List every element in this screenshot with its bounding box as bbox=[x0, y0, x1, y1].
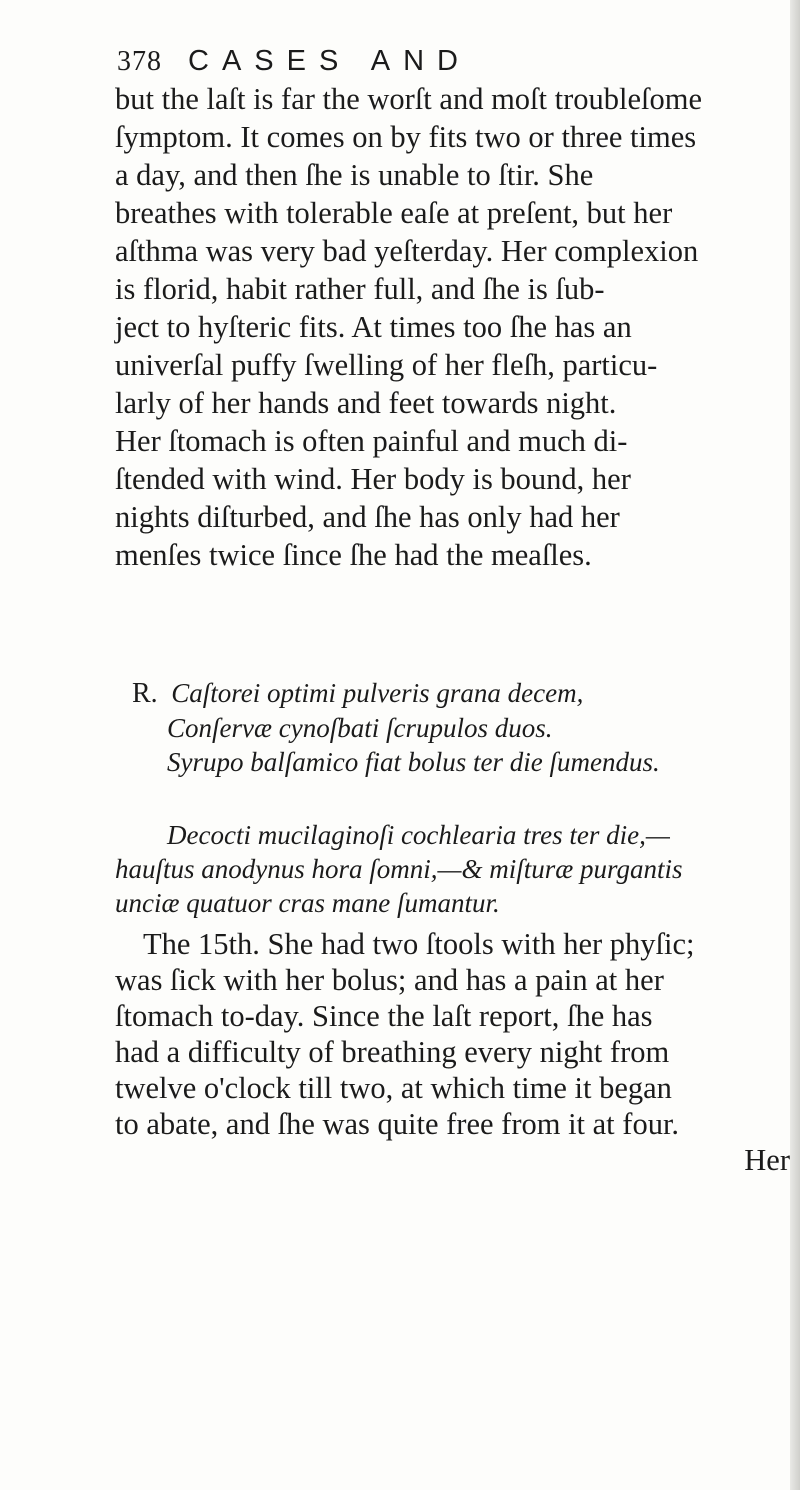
text-line: breathes with tolerable eaſe at preſent, but her bbox=[115, 196, 673, 230]
prescription-line: Decocti mucilaginoſi cochlearia tres ter die,— bbox=[167, 820, 670, 850]
catchword: Her bbox=[744, 1143, 790, 1177]
text-line: The 15th. She had two ſtools with her phyſic; bbox=[143, 927, 695, 961]
text-line: to abate, and ſhe was quite free from it at four. bbox=[115, 1107, 680, 1141]
text-line: aſthma was very bad yeſterday. Her complexion bbox=[115, 234, 699, 268]
prescription-line: Syrupo balſamico fiat bolus ter die ſumendus. bbox=[167, 747, 660, 777]
text-line: but the laſt is far the worſt and moſt troubleſome bbox=[115, 82, 702, 116]
text-line: had a difficulty of breathing every night from bbox=[115, 1035, 670, 1069]
prescription-line: hauſtus anodynus hora ſomni,—& miſturæ purgantis bbox=[115, 854, 683, 884]
text-line: a day, and then ſhe is unable to ſtir. She bbox=[115, 158, 594, 192]
text-line: nights diſturbed, and ſhe has only had her bbox=[115, 500, 620, 534]
text-line: ject to hyſteric fits. At times too ſhe has an bbox=[115, 310, 632, 344]
text-line: is florid, habit rather full, and ſhe is ſub- bbox=[115, 272, 605, 306]
text-line: ſtomach to-day. Since the laſt report, ſhe has bbox=[115, 999, 653, 1033]
text-line: Her ſtomach is often painful and much di- bbox=[115, 424, 628, 458]
prescription-bolus bbox=[115, 676, 795, 779]
recipe-symbol: R. bbox=[132, 678, 158, 709]
dated-entry bbox=[115, 926, 795, 1178]
prescription-line bbox=[115, 676, 795, 711]
text-line: ſymptom. It comes on by fits two or three times bbox=[115, 120, 697, 154]
text-line: ſtended with wind. Her body is bound, her bbox=[115, 462, 631, 496]
text-line: menſes twice ſince ſhe had the meaſles. bbox=[115, 538, 592, 572]
page-number: 378 bbox=[117, 46, 162, 77]
text-line: was ſick with her bolus; and has a pain at her bbox=[115, 963, 664, 997]
text-line: univerſal puffy ſwelling of her fleſh, particu- bbox=[115, 348, 658, 382]
text-line: twelve o'clock till two, at which time it began bbox=[115, 1071, 672, 1105]
prescription-text: Caſtorei optimi pulveris grana decem, bbox=[171, 678, 584, 708]
prescription-decoction bbox=[115, 818, 795, 920]
prescription-line: unciæ quatuor cras mane ſumantur. bbox=[115, 888, 500, 918]
text-line: larly of her hands and feet towards night. bbox=[115, 386, 617, 420]
prescription-line: Conſervæ cynoſbati ſcrupulos duos. bbox=[167, 713, 553, 743]
case-paragraph bbox=[115, 80, 775, 574]
running-head: CASES AND bbox=[188, 45, 471, 77]
